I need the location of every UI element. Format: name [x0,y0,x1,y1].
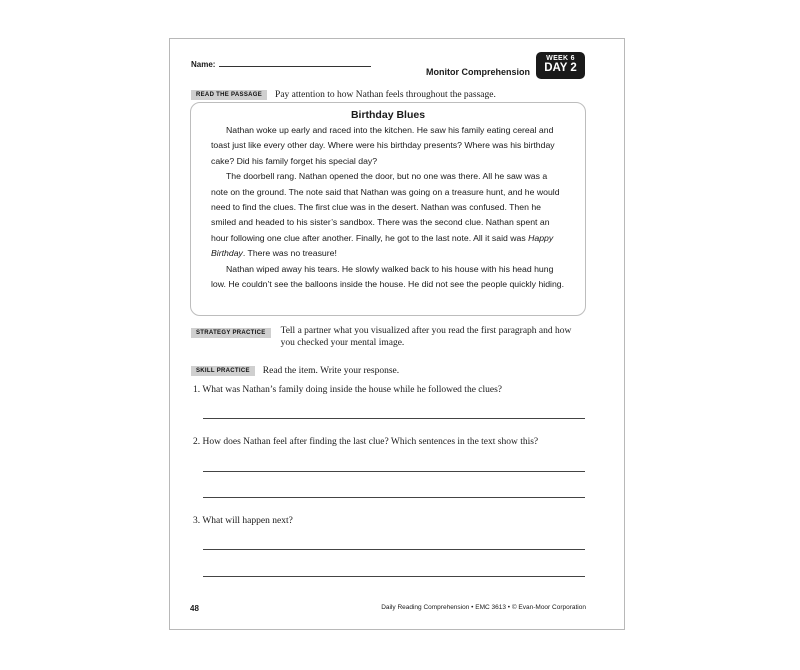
answer-line[interactable] [203,418,585,419]
page-number: 48 [190,604,199,613]
paragraph-2-text: The doorbell rang. Nathan opened the door, but no one was there. All he saw was a note on the ground. The note said that Nathan was going on a treasure hunt, and he would need to find the clues. The first clue was in the desert. Nathan was confused. Then he smiled and headed to his sister’s sandbox. There was the second clue. Nathan spent an hour following one clue after another. Finally, he got to the last note. All it said was [211,171,560,243]
week-day-badge [536,52,585,79]
strategy-practice-instruction: Tell a partner what you visualized after you read the first paragraph and how you checked your mental image. [280,326,572,348]
question-2: 2. How does Nathan feel after finding the last clue? Which sentences in the text show this? [193,437,539,447]
skill-practice-tag: SKILL PRACTICE [191,366,255,376]
answer-line[interactable] [203,549,585,550]
passage-paragraph-1: Nathan woke up early and raced into the kitchen. He saw his family eating cereal and toast just like every other day. Where were his birthday presents? Where was his birthday cake? Did his family forget his special day? [211,125,555,166]
question-3: 3. What will happen next? [193,516,293,526]
skill-practice-instruction: Read the item. Write your response. [262,366,400,377]
read-passage-tag: READ THE PASSAGE [191,90,267,100]
answer-line[interactable] [203,471,585,472]
strategy-practice-tag: STRATEGY PRACTICE [191,328,271,338]
skill-practice-row [191,362,399,380]
worksheet-page [169,38,625,630]
name-field-row [191,58,371,69]
week-label: WEEK 6 [546,55,575,62]
passage-box [190,102,586,316]
paragraph-2-italic: Happy Birthday [211,232,554,259]
passage-paragraph-2 [211,169,565,261]
name-line[interactable] [219,58,371,67]
topic-title: Monitor Comprehension [426,67,530,77]
passage-paragraph-3: Nathan wiped away his tears. He slowly walked back to his house with his head hung low. He couldn’t see the balloons inside the house. He did not see the people quickly hiding. [211,263,565,290]
passage-title: Birthday Blues [350,109,426,121]
footer-credit: Daily Reading Comprehension • EMC 3613 • © Evan-Moor Corporation [381,604,586,611]
day-label: DAY 2 [544,62,577,74]
paragraph-2-end: . There was no treasure! [242,248,337,259]
read-passage-instruction: Pay attention to how Nathan feels throughout the passage. [275,90,496,101]
answer-line[interactable] [203,497,585,498]
answer-line[interactable] [203,576,585,577]
name-label: Name: [191,60,216,69]
question-1: 1. What was Nathan’s family doing inside the house while he followed the clues? [193,385,503,395]
strategy-practice-row [191,325,601,349]
